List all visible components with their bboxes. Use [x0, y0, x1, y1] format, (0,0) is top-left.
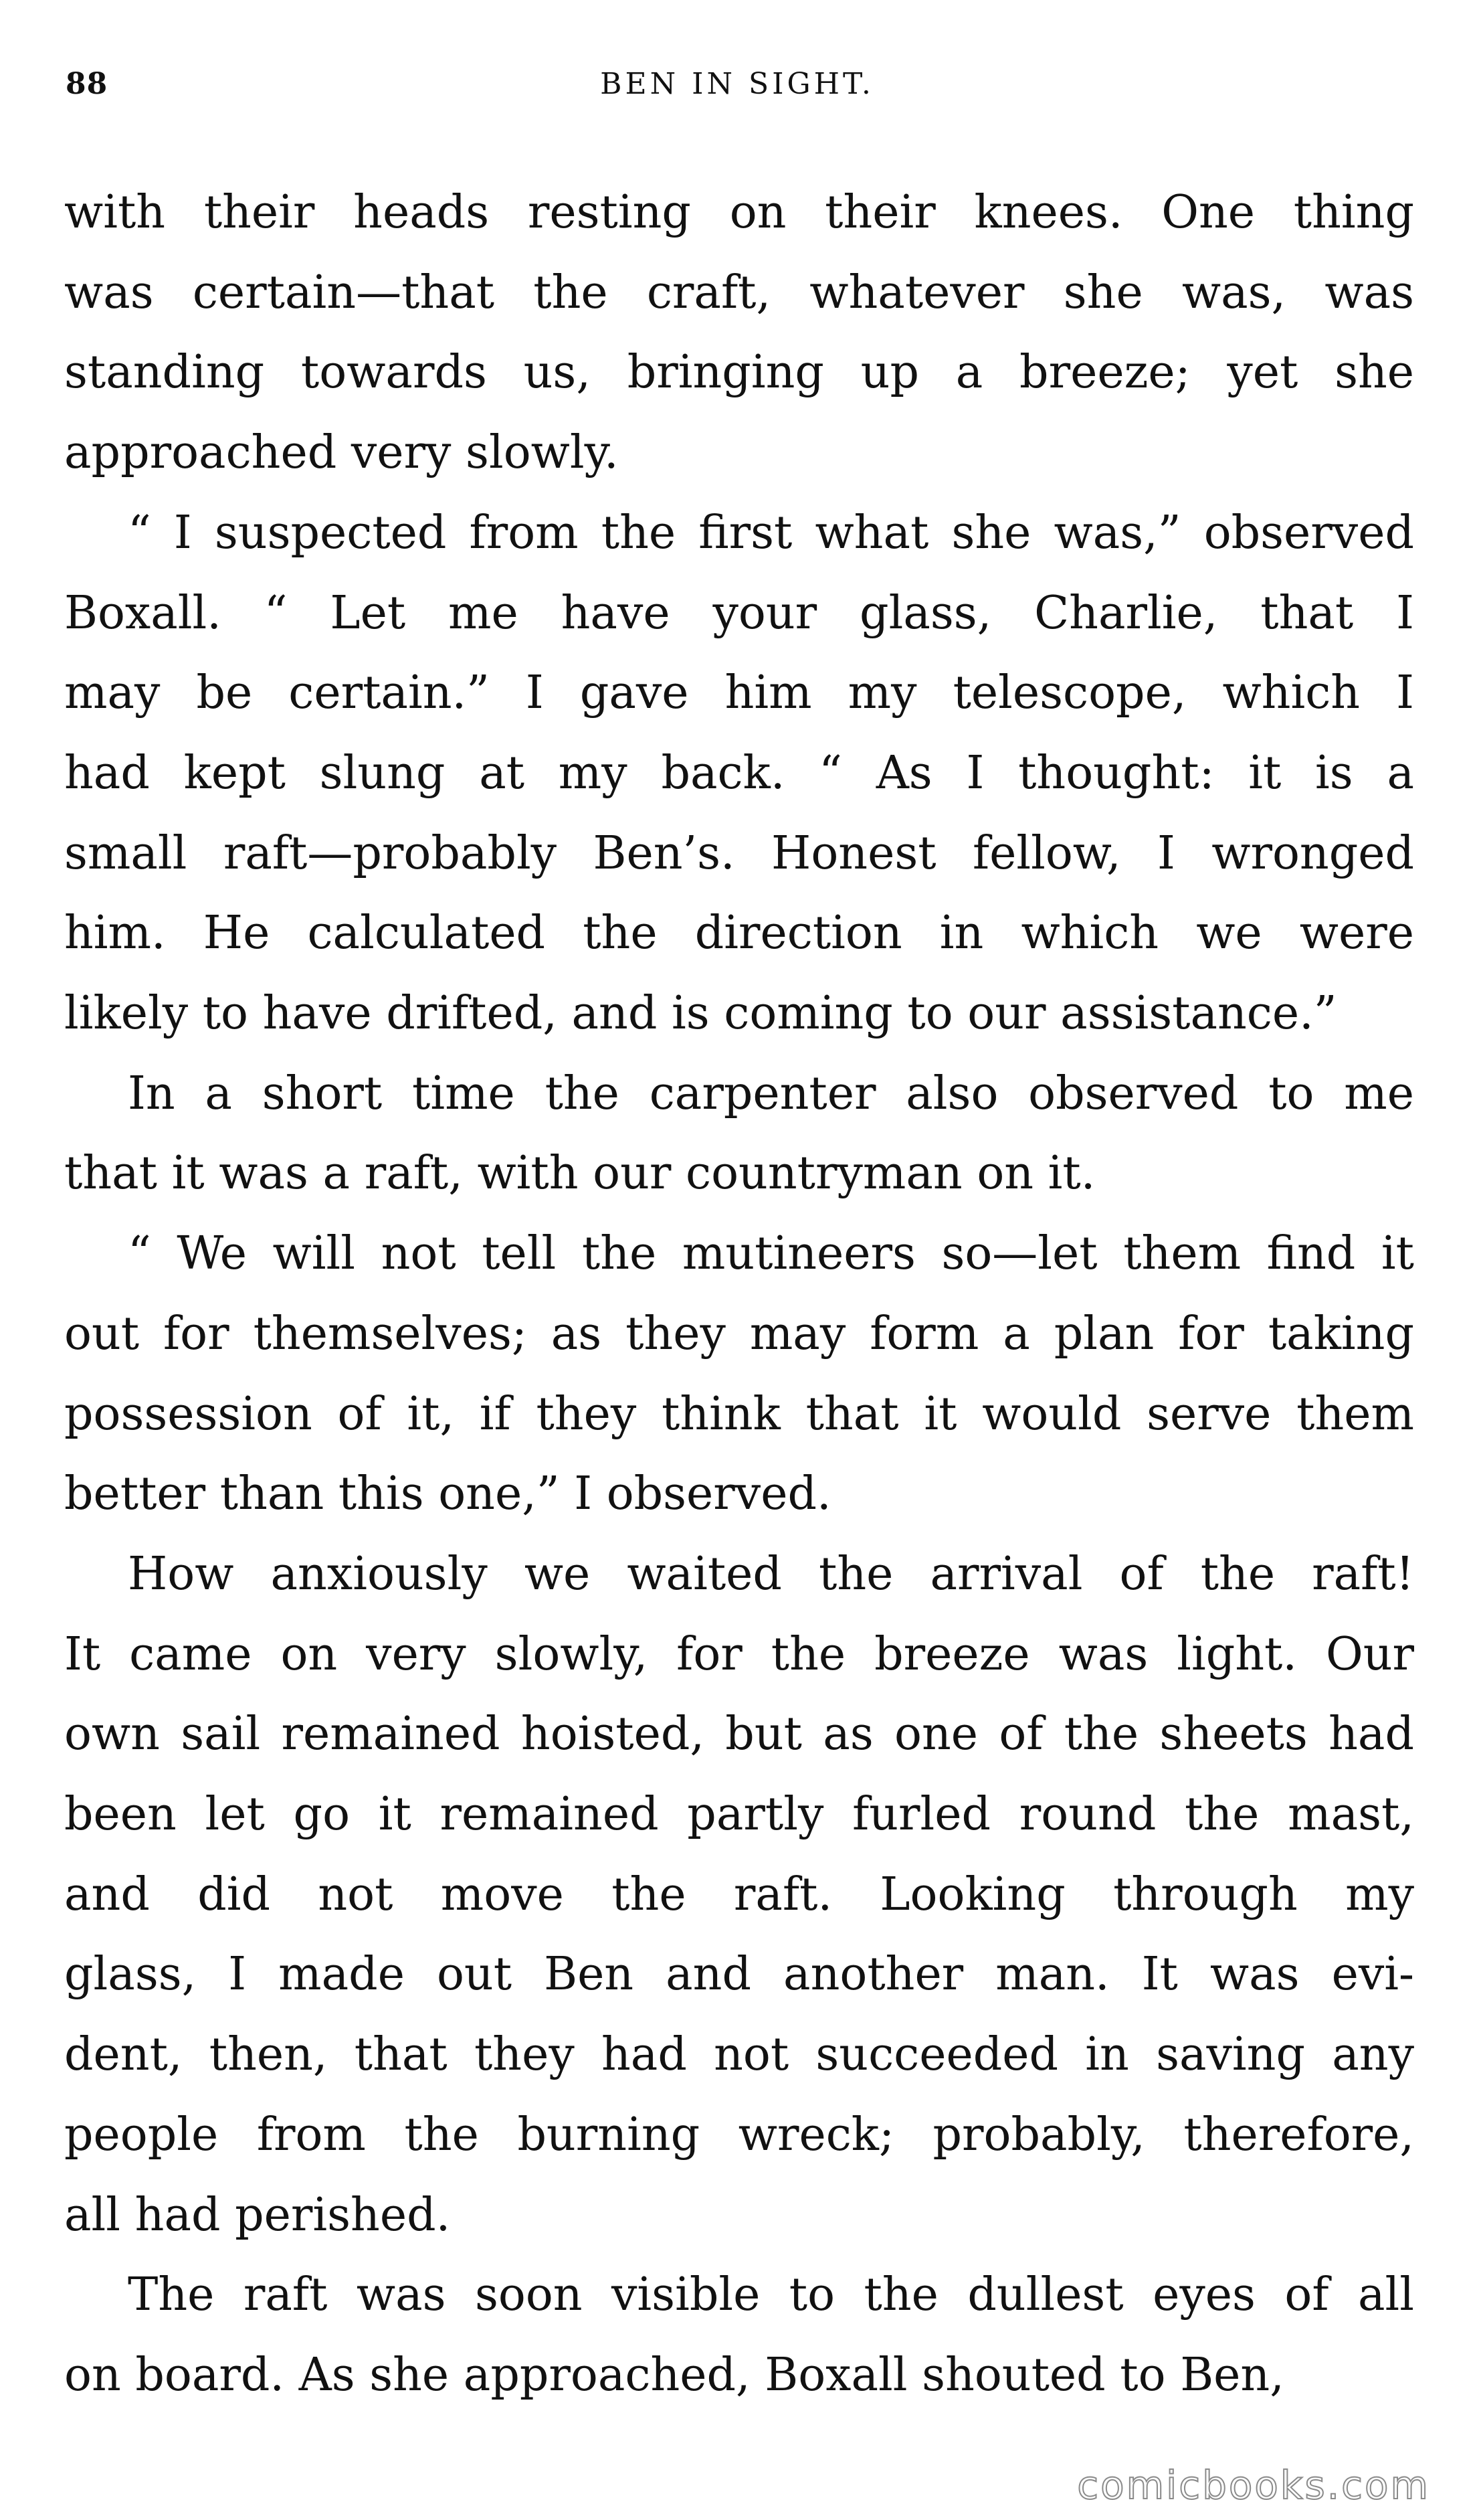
paragraph: [64, 1214, 1414, 1534]
text-line: small raft—probably Ben’s. Honest fellow, I wronged: [64, 826, 1414, 880]
paragraph: [64, 1534, 1414, 2255]
running-head: BEN IN SIGHT.: [600, 67, 874, 101]
text-line: been let go it remained partly furled round the mast,: [64, 1788, 1414, 1841]
text-line: that it was a raft, with our countryman on it.: [64, 1147, 1096, 1200]
text-line: out for themselves; as they may form a plan for taking: [64, 1307, 1414, 1360]
page-header: [66, 67, 1409, 107]
paragraph: [64, 493, 1414, 1054]
text-line: “ I suspected from the first what she was,” observed: [128, 506, 1414, 559]
text-line: with their heads resting on their knees. One thing: [64, 186, 1414, 239]
text-line: possession of it, if they think that it would serve them: [64, 1387, 1414, 1441]
text-line: In a short time the carpenter also observed to me: [128, 1067, 1414, 1120]
text-line: Boxall. “ Let me have your glass, Charlie, that I: [64, 586, 1414, 640]
body-text: [64, 173, 1414, 2416]
text-line: had kept slung at my back. “ As I thought: it is a: [64, 746, 1414, 800]
text-line: approached very slowly.: [64, 426, 619, 480]
text-line: on board. As she approached, Boxall shouted to Ben,: [64, 2348, 1284, 2402]
paragraph: [64, 2255, 1414, 2415]
text-line: may be certain.” I gave him my telescope, which I: [64, 666, 1414, 720]
text-line: glass, I made out Ben and another man. It was evi-: [64, 1948, 1414, 2001]
text-line: was certain—that the craft, whatever she was, was: [64, 266, 1414, 319]
text-line: How anxiously we waited the arrival of the raft!: [128, 1547, 1414, 1601]
text-line: standing towards us, bringing up a breeze; yet she: [64, 346, 1414, 399]
text-line: own sail remained hoisted, but as one of the sheets had: [64, 1708, 1414, 1761]
text-line: all had perished.: [64, 2188, 451, 2242]
text-line: likely to have drifted, and is coming to our assistance.”: [64, 987, 1337, 1041]
text-line: It came on very slowly, for the breeze was light. Our: [64, 1627, 1414, 1681]
page-number: 88: [66, 67, 108, 101]
text-line: and did not move the raft. Looking through my: [64, 1868, 1414, 1921]
text-line: people from the burning wreck; probably, therefore,: [64, 2108, 1414, 2161]
text-line: him. He calculated the direction in which we were: [64, 907, 1414, 960]
text-line: better than this one,” I observed.: [64, 1467, 831, 1521]
paragraph: [64, 1054, 1414, 1214]
paragraph: [64, 173, 1414, 493]
text-line: The raft was soon visible to the dullest eyes of all: [128, 2268, 1414, 2322]
text-line: “ We will not tell the mutineers so—let them find it: [128, 1227, 1414, 1281]
text-line: dent, then, that they had not succeeded in saving any: [64, 2028, 1414, 2082]
watermark: comicbooks.com: [1077, 2462, 1430, 2508]
